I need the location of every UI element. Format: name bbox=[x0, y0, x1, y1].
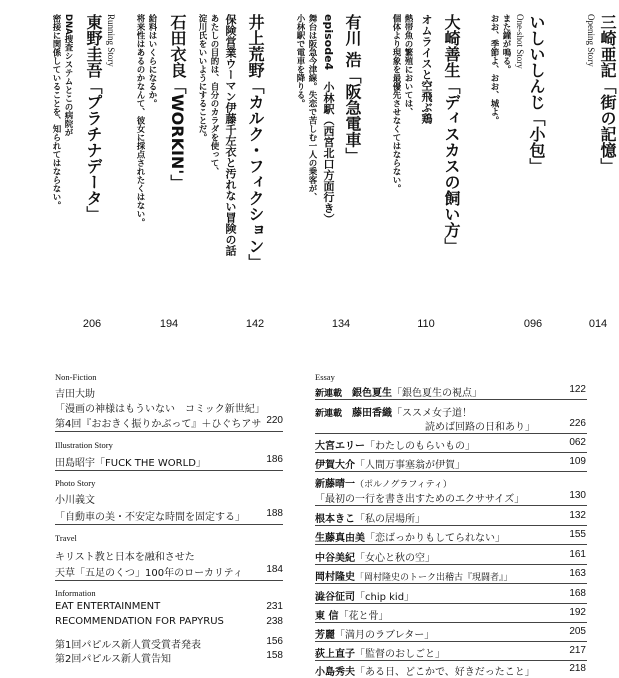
illustration-page: 186 bbox=[266, 454, 283, 465]
entry-title: 「カルク・フィクション」 bbox=[246, 78, 265, 270]
essay-title: 「ある日、どこかで、好きだったこと」 bbox=[355, 667, 535, 678]
photo-author: 小川義文 bbox=[55, 495, 95, 506]
essay-page: 218 bbox=[569, 663, 586, 674]
essay-author: 大宮エリー bbox=[315, 441, 365, 452]
essay-title: 「ススメ女子道！ bbox=[392, 408, 473, 419]
new-series-label: 新連載 bbox=[315, 389, 343, 399]
info-page: 231 bbox=[266, 601, 283, 612]
nonfiction-page: 220 bbox=[266, 415, 283, 426]
photo-title[interactable]: 「自動車の美・不安定な時間を固定する」 bbox=[55, 512, 245, 523]
info-item[interactable]: 第2回パピルス新人賞告知 bbox=[55, 654, 172, 665]
divider bbox=[315, 544, 587, 545]
essay-page: 161 bbox=[569, 549, 586, 560]
category-one-shot-story: One-shot Story bbox=[515, 14, 525, 69]
essay-item[interactable] bbox=[315, 404, 472, 419]
essay-page: 217 bbox=[569, 645, 586, 656]
entry-description: 舞台は阪急今津線。失恋で苦しむ一人の乗客が、 bbox=[307, 14, 317, 201]
photo-page: 188 bbox=[266, 508, 283, 519]
essay-author: 東 信 bbox=[315, 611, 339, 622]
divider bbox=[315, 505, 587, 506]
essay-item[interactable] bbox=[315, 645, 445, 660]
entry-description: 将来性はあるのかなんて、彼女に採点されたくはない。 bbox=[135, 14, 145, 227]
essay-item[interactable] bbox=[315, 529, 505, 544]
essay-page: 109 bbox=[569, 456, 586, 467]
divider bbox=[315, 622, 587, 623]
entry-author: 三崎亜記 bbox=[598, 14, 617, 78]
entry-description: 給料はいくらになるか。 bbox=[147, 14, 157, 108]
category-non-fiction: Non-Fiction bbox=[55, 372, 97, 382]
essay-title: 「女心と秋の空」 bbox=[355, 553, 435, 564]
essay-page: 192 bbox=[569, 607, 586, 618]
entry-description: おお、季節よ、おお、城よ。 bbox=[489, 14, 499, 125]
essay-title: 「恋ばっかりもしてられない」 bbox=[365, 533, 505, 544]
entry-page-number: 194 bbox=[159, 318, 179, 330]
essay-page: 163 bbox=[569, 568, 586, 579]
travel-page: 184 bbox=[266, 564, 283, 575]
entry-page-number: 096 bbox=[523, 318, 543, 330]
new-series-label: 新連載 bbox=[315, 409, 343, 419]
entry-description: 淀川氏をいいようにすることだ。 bbox=[197, 14, 207, 142]
essay-title: 「岡村隆史のトーク出稽古『現闘者』」 bbox=[355, 573, 513, 583]
essay-author: 藤田香織 bbox=[352, 408, 393, 419]
entry-title: 「ディスカスの飼い方」 bbox=[442, 78, 461, 254]
info-item[interactable]: RECOMMENDATION FOR PAPYRUS bbox=[55, 616, 224, 627]
illustration-entry[interactable]: 田島昭宇「FUCK THE WORLD」 bbox=[55, 458, 206, 469]
entry-author: 有川 浩 bbox=[343, 14, 362, 68]
essay-author: 生藤真由美 bbox=[315, 533, 365, 544]
entry-subtitle: episode4 小林駅（西宮北口方面行き） bbox=[322, 14, 335, 225]
divider bbox=[315, 564, 587, 565]
entry-title: 「プラチナデータ」 bbox=[84, 78, 103, 222]
entry-page-number: 134 bbox=[331, 318, 351, 330]
essay-author: 中谷美紀 bbox=[315, 553, 355, 564]
entry-title: 「WORKIN'」 bbox=[168, 78, 187, 191]
essay-item[interactable] bbox=[315, 663, 535, 678]
essay-page: 122 bbox=[569, 384, 586, 395]
entry-subtitle: オムライスと空飛ぶ鶏 bbox=[420, 14, 433, 124]
entry-higashino[interactable] bbox=[82, 14, 105, 314]
entry-title: 「街の記憶」 bbox=[598, 78, 617, 174]
essay-item[interactable] bbox=[315, 475, 452, 490]
essay-author: 小島秀夫 bbox=[315, 667, 355, 678]
essay-author: 新藤晴一 bbox=[315, 479, 355, 490]
entry-description: あたしの目的は、自分のカラダを使って、 bbox=[209, 14, 219, 176]
divider bbox=[315, 603, 587, 604]
divider bbox=[315, 525, 587, 526]
entry-description: 小林駅で電車を降りる。 bbox=[295, 14, 305, 108]
entry-author: 大崎善生 bbox=[442, 14, 461, 78]
entry-ishida[interactable] bbox=[166, 14, 189, 314]
entry-page-number: 014 bbox=[588, 318, 608, 330]
essay-item[interactable] bbox=[315, 510, 425, 525]
divider bbox=[315, 660, 587, 661]
entry-misaki[interactable] bbox=[596, 14, 619, 314]
entry-page-number: 110 bbox=[417, 318, 435, 330]
entry-author: 東野圭吾 bbox=[84, 14, 103, 78]
essay-title: 「監督のおしごと」 bbox=[355, 649, 445, 660]
essay-title: 「銀色夏生の視点」 bbox=[392, 388, 483, 399]
essay-page: 226 bbox=[569, 418, 586, 429]
info-item[interactable]: 第1回パピルス新人賞受賞者発表 bbox=[55, 640, 202, 651]
info-item[interactable]: EAT ENTERTAINMENT bbox=[55, 601, 161, 612]
entry-osaki[interactable] bbox=[440, 14, 463, 314]
travel-title[interactable]: キリスト教と日本を融和させた bbox=[55, 552, 195, 563]
entry-subtitle: 保険営業ウーマン伊藤千左衣と汚れない冒険の話 bbox=[224, 14, 237, 256]
divider bbox=[55, 524, 283, 525]
info-page: 158 bbox=[266, 650, 283, 661]
nonfiction-subtitle[interactable]: 第4回『おおきく振りかぶって』＋ひぐちアサ bbox=[55, 419, 262, 430]
entry-page-number: 206 bbox=[82, 318, 102, 330]
divider bbox=[315, 452, 587, 453]
essay-author: 芳麗 bbox=[315, 630, 335, 641]
divider bbox=[315, 433, 587, 434]
category-information: Information bbox=[55, 588, 96, 598]
essay-title: 「私の居場所」 bbox=[355, 514, 425, 525]
entry-description: DNA捜査システムとこの病院が bbox=[63, 14, 73, 137]
essay-title-line2: 読めば回路の日和あり」 bbox=[425, 422, 535, 433]
essay-title: 「満月のラブレター」 bbox=[335, 630, 435, 641]
essay-author: 岡村隆史 bbox=[315, 572, 355, 583]
essay-title-line2: 「最初の一行を書き出すためのエクササイズ」 bbox=[315, 494, 525, 505]
essay-title: （ポルノグラフィティ） bbox=[355, 480, 452, 490]
essay-item[interactable] bbox=[315, 626, 434, 641]
essay-page: 205 bbox=[569, 626, 586, 637]
essay-title: 「人間万事塞翁が伊賀」 bbox=[355, 460, 465, 471]
essay-page: 132 bbox=[569, 510, 586, 521]
category-illustration-story: Illustration Story bbox=[55, 440, 113, 450]
category-travel: Travel bbox=[55, 533, 77, 543]
divider bbox=[55, 431, 283, 432]
nonfiction-title[interactable]: 「漫画の神様はもういない コミック新世紀」 bbox=[55, 404, 265, 415]
entry-page-number: 142 bbox=[245, 318, 265, 330]
essay-item[interactable] bbox=[315, 384, 482, 399]
divider bbox=[315, 471, 587, 472]
category-photo-story: Photo Story bbox=[55, 478, 96, 488]
category-essay: Essay bbox=[315, 372, 335, 382]
essay-page: 168 bbox=[569, 588, 586, 599]
essay-page: 062 bbox=[569, 437, 586, 448]
entry-description: また鐘が鳴る。 bbox=[501, 14, 511, 74]
entry-description: 個体より現象を最優先させなくてはならない。 bbox=[391, 14, 401, 193]
entry-title: 「阪急電車」 bbox=[343, 67, 362, 164]
info-page: 156 bbox=[266, 636, 283, 647]
essay-item[interactable] bbox=[315, 456, 465, 471]
category-opening-story: Opening Story bbox=[586, 14, 596, 67]
essay-author: 荻上直子 bbox=[315, 649, 355, 660]
essay-author: 根本きこ bbox=[315, 514, 355, 525]
divider bbox=[315, 399, 587, 400]
essay-item[interactable] bbox=[315, 588, 414, 603]
essay-author: 澁谷征司 bbox=[315, 592, 355, 603]
entry-ishii[interactable] bbox=[525, 14, 548, 314]
entry-description: 熱帯魚の繁殖においては、 bbox=[403, 14, 413, 116]
divider bbox=[315, 641, 587, 642]
entry-author: いしいしんじ bbox=[527, 14, 546, 110]
entry-title: 「小包」 bbox=[527, 110, 546, 174]
essay-item[interactable] bbox=[315, 568, 513, 583]
essay-item[interactable] bbox=[315, 549, 435, 564]
nonfiction-author: 吉田大助 bbox=[55, 389, 95, 400]
entry-author: 井上荒野 bbox=[246, 14, 265, 78]
entry-inoue[interactable] bbox=[244, 14, 267, 314]
divider bbox=[315, 583, 587, 584]
entry-description: 密接に関係していることを、知られてはならない。 bbox=[51, 14, 61, 210]
travel-subtitle[interactable]: 天草「五足のくつ」100年のローカリティ bbox=[55, 568, 243, 579]
info-page: 238 bbox=[266, 616, 283, 627]
essay-author: 銀色夏生 bbox=[352, 388, 393, 399]
essay-author: 伊賀大介 bbox=[315, 460, 355, 471]
essay-title: 「わたしのもらいもの」 bbox=[365, 441, 475, 452]
essay-page: 130 bbox=[569, 490, 586, 501]
essay-item[interactable] bbox=[315, 607, 388, 622]
divider bbox=[55, 470, 283, 471]
essay-title: 「chip kid」 bbox=[355, 592, 415, 603]
essay-page: 155 bbox=[569, 529, 586, 540]
entry-arikawa[interactable] bbox=[341, 14, 364, 314]
essay-title: 「花と骨」 bbox=[338, 611, 389, 622]
category-running-story: Running Story bbox=[106, 14, 116, 67]
essay-item[interactable] bbox=[315, 437, 475, 452]
divider bbox=[55, 580, 283, 581]
entry-author: 石田衣良 bbox=[168, 14, 187, 78]
